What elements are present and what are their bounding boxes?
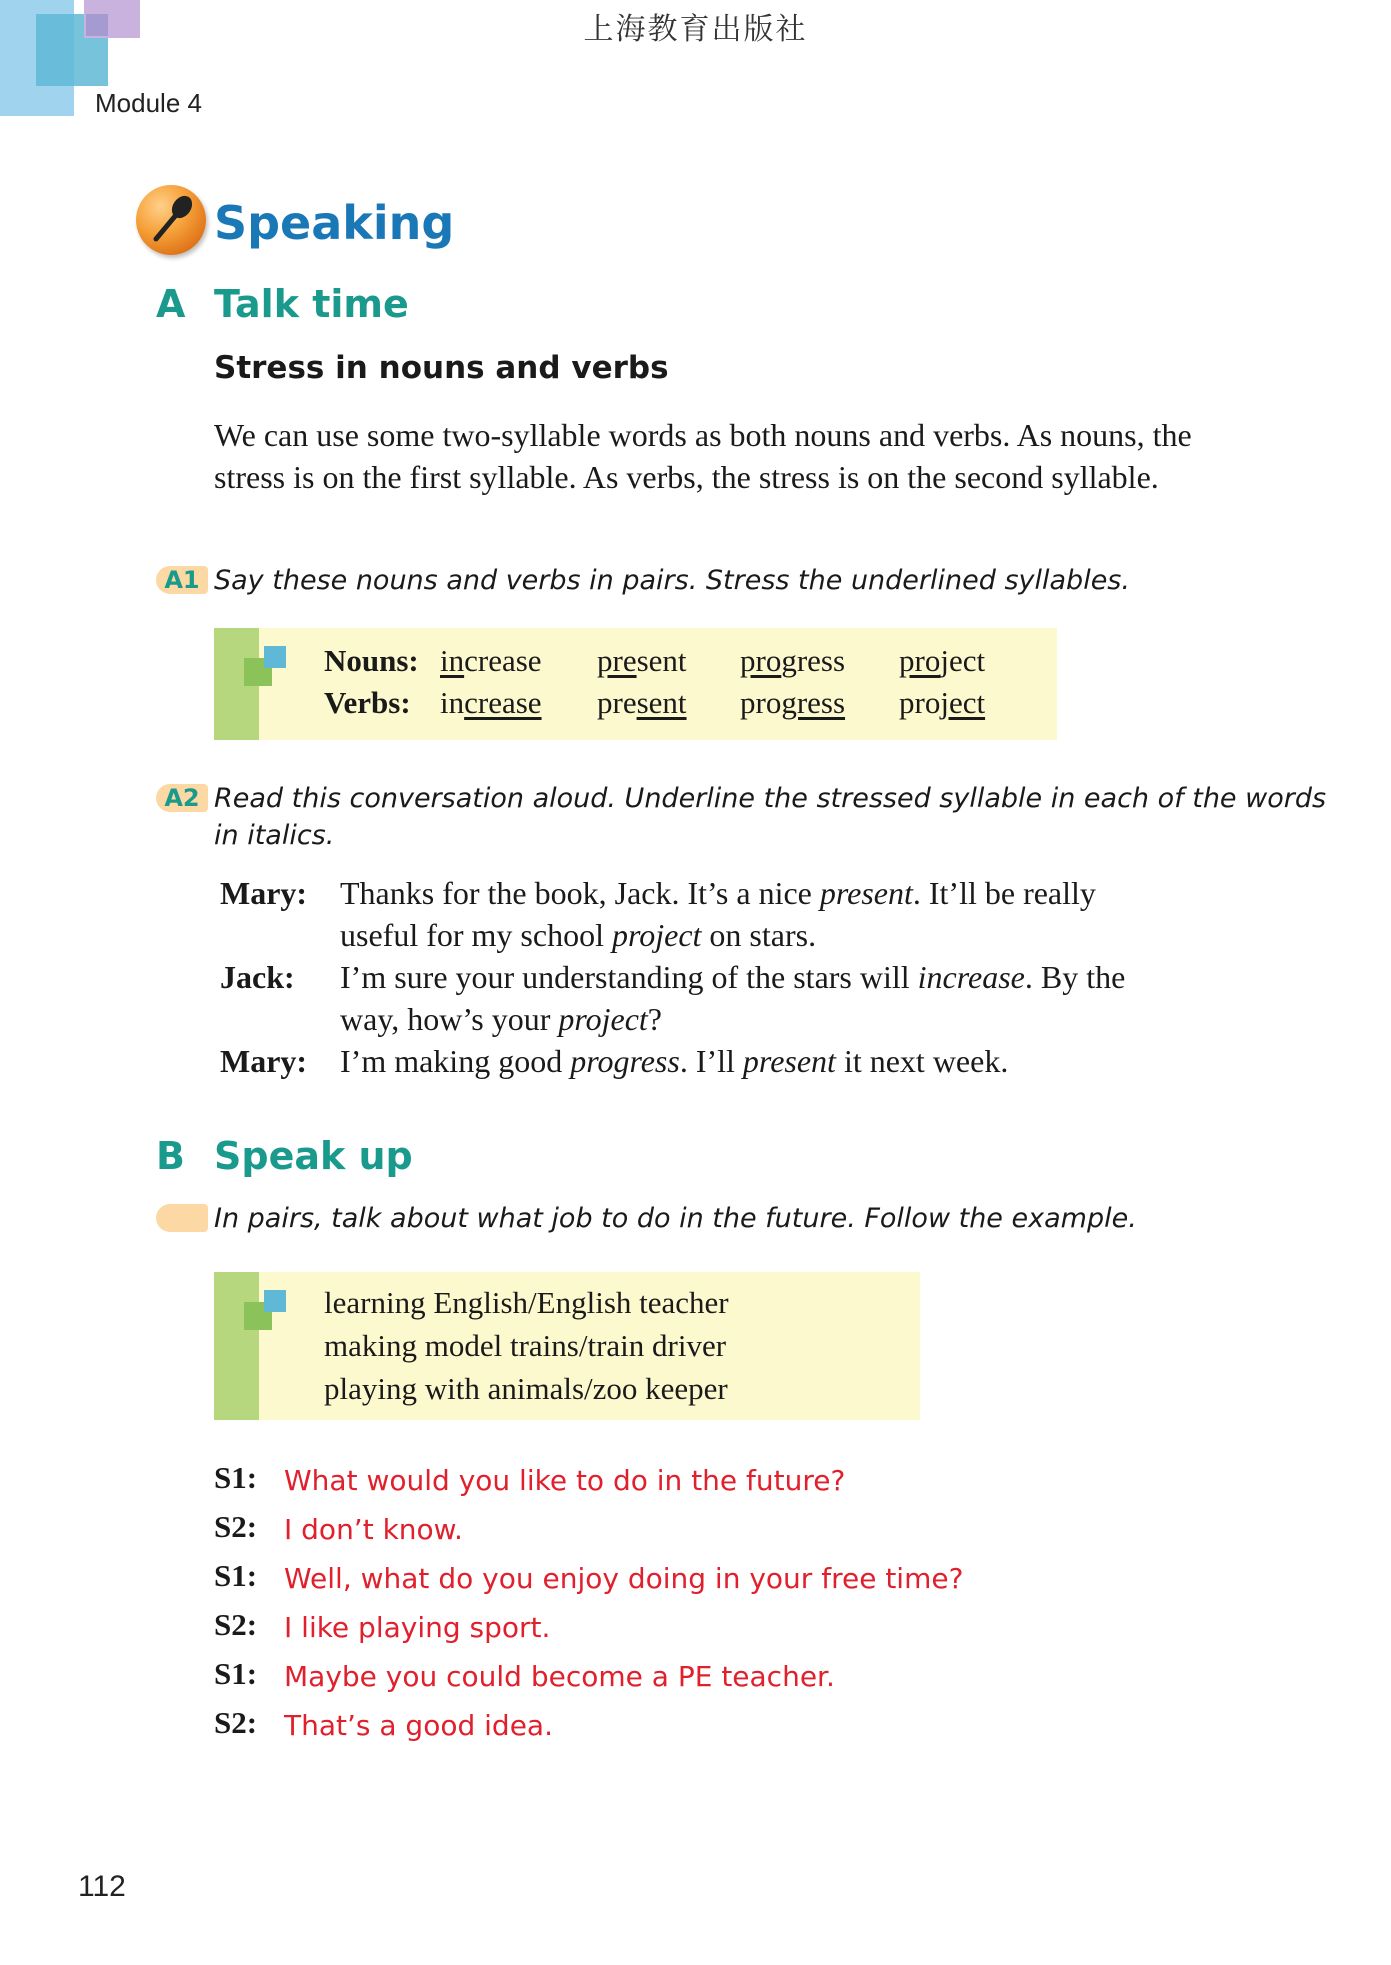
page-number: 112: [78, 1870, 126, 1903]
verb-word: increase: [440, 685, 542, 720]
section-a-letter: A: [156, 282, 186, 326]
noun-word: increase: [440, 643, 542, 678]
dialogue-line: Well, what do you enjoy doing in your free time?: [284, 1562, 964, 1595]
verb-word: present: [597, 685, 687, 720]
nouns-label: Nouns:: [324, 643, 419, 678]
a1-instruction: Say these nouns and verbs in pairs. Stress the underlined syllables.: [214, 565, 1130, 596]
subheading-stress: Stress in nouns and verbs: [214, 350, 669, 386]
exercise-badge-b: [156, 1204, 208, 1232]
box-decoration-square: [264, 1290, 286, 1312]
verb-word: project: [899, 685, 986, 720]
dialogue-line: What would you like to do in the future?: [284, 1464, 846, 1497]
noun-word: project: [899, 643, 986, 678]
verb-word: progress: [740, 685, 846, 720]
conversation-speaker: Mary:: [220, 1043, 308, 1079]
dialogue-line: I like playing sport.: [284, 1611, 551, 1644]
section-b-letter: B: [156, 1134, 185, 1178]
word-box-b: [214, 1272, 920, 1420]
section-b-title: Speak up: [214, 1134, 413, 1178]
verbs-label: Verbs:: [324, 685, 411, 720]
module-label: Module 4: [95, 88, 202, 118]
dialogue-speaker: S1:: [214, 1558, 258, 1593]
dialogue-line: I don’t know.: [284, 1513, 463, 1546]
microphone-icon: [136, 185, 206, 255]
box-side-bar: [214, 1272, 259, 1420]
dialogue-speaker: S1:: [214, 1656, 258, 1691]
a2-instruction-line2: in italics.: [214, 820, 335, 851]
box-decoration-square: [264, 646, 286, 668]
b-instruction: In pairs, talk about what job to do in the future. Follow the example.: [214, 1203, 1137, 1234]
conversation-line: Thanks for the book, Jack. It’s a nice present. It’ll be really: [340, 875, 1096, 911]
dialogue-speaker: S2:: [214, 1705, 258, 1740]
noun-word: present: [597, 643, 687, 678]
dialogue-speaker: S2:: [214, 1607, 258, 1642]
conversation-speaker: Jack:: [220, 959, 295, 995]
exercise-badge-a1: A1: [156, 566, 208, 594]
conversation-speaker: Mary:: [220, 875, 308, 911]
section-a-title: Talk time: [214, 282, 409, 326]
conversation-line: I’m making good progress. I’ll present it next week.: [340, 1043, 1009, 1079]
prompt-item: making model trains/train driver: [324, 1328, 727, 1363]
prompt-item: learning English/English teacher: [324, 1285, 729, 1320]
dialogue-speaker: S2:: [214, 1509, 258, 1544]
conversation-line: I’m sure your understanding of the stars will increase. By the: [340, 959, 1126, 995]
conversation-line: useful for my school project on stars.: [340, 917, 817, 953]
publisher-name: 上海教育出版社: [583, 12, 808, 47]
exercise-badge-a2: A2: [156, 784, 208, 812]
dialogue-line: Maybe you could become a PE teacher.: [284, 1660, 835, 1693]
prompt-item: playing with animals/zoo keeper: [324, 1371, 728, 1406]
noun-word: progress: [740, 643, 846, 678]
dialogue-speaker: S1:: [214, 1460, 258, 1495]
dialogue-line: That’s a good idea.: [284, 1709, 553, 1742]
conversation-line: way, how’s your project?: [340, 1001, 662, 1037]
word-box-a1: [214, 628, 1057, 740]
intro-paragraph: We can use some two-syllable words as both nouns and verbs. As nouns, the stress is on the first syllable. As verbs, the stress is on the second syllable.: [214, 417, 1192, 495]
a2-instruction-line1: Read this conversation aloud. Underline the stressed syllable in each of the words: [214, 783, 1327, 814]
section-heading-speaking: Speaking: [214, 196, 455, 250]
